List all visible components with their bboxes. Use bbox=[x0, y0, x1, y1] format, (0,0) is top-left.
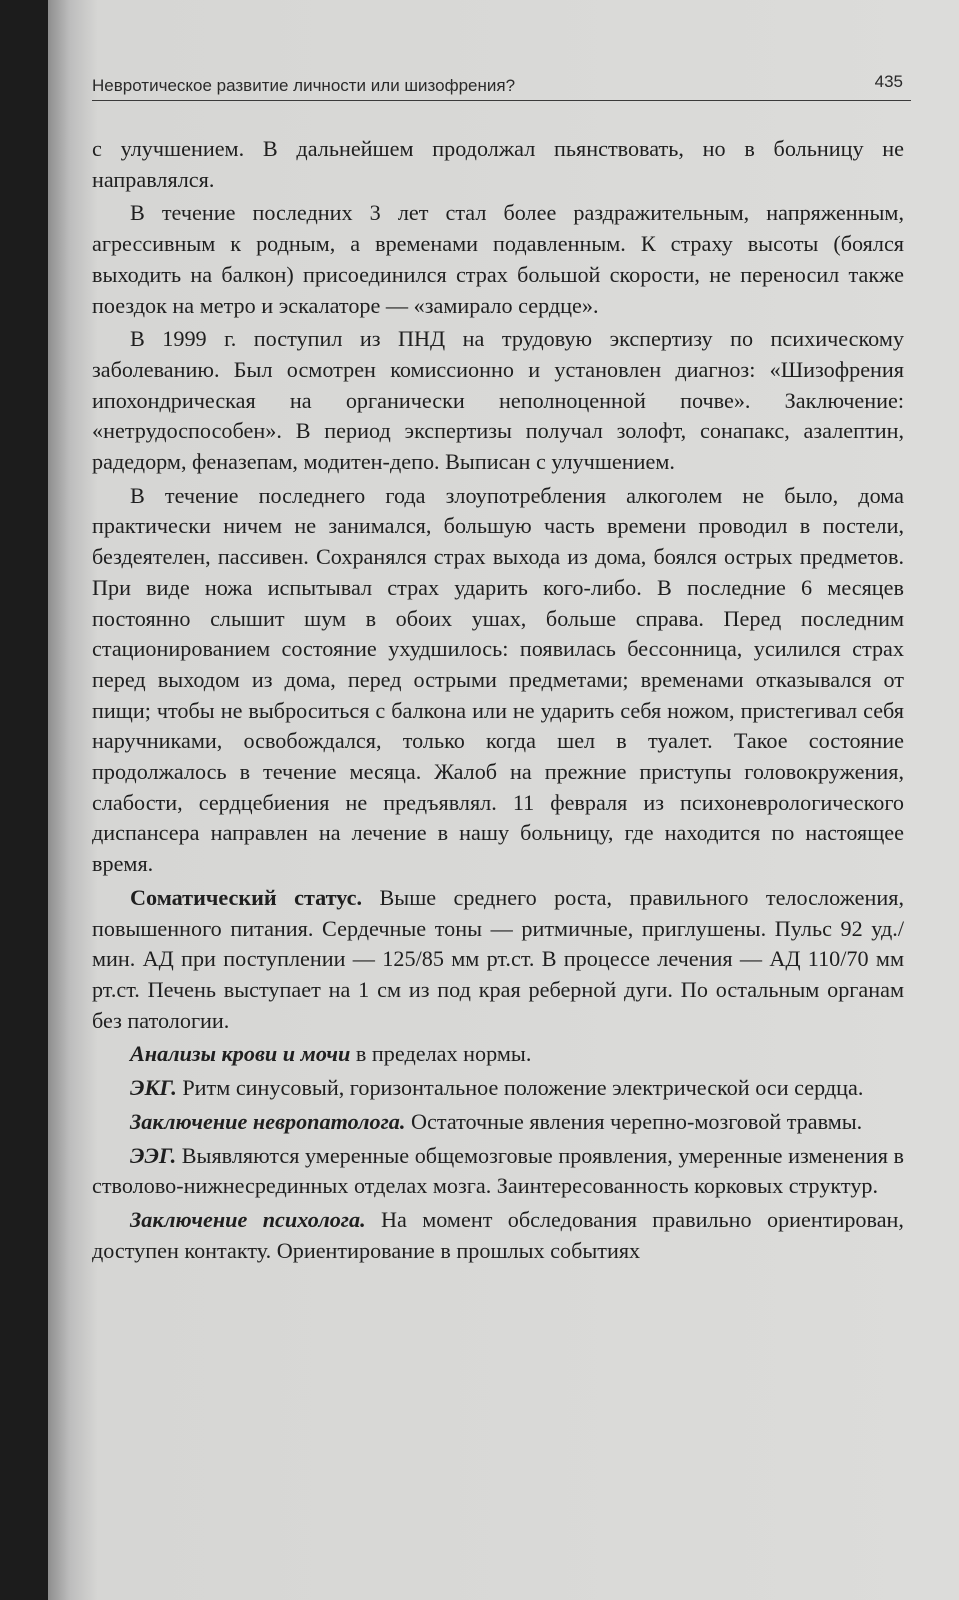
paragraph-1-text: с улучшением. В дальнейшем продолжал пьянствовать, но в больницу не направлялся. bbox=[92, 136, 904, 192]
paragraph-neurologist bbox=[92, 1107, 904, 1138]
paragraph-psychologist bbox=[92, 1205, 904, 1266]
paragraph-2 bbox=[92, 198, 904, 321]
ecg-text: Ритм синусовый, горизонтальное положение электрической оси сердца. bbox=[176, 1075, 864, 1101]
paragraph-ecg bbox=[92, 1073, 904, 1104]
lab-tests-heading: Анализы крови и мочи bbox=[130, 1041, 351, 1067]
paragraph-3 bbox=[92, 324, 904, 478]
paragraph-4 bbox=[92, 481, 904, 880]
ecg-heading: ЭКГ. bbox=[130, 1075, 177, 1101]
paragraph-somatic-status bbox=[92, 883, 904, 1037]
eeg-text: Выявляются умеренные общемозговые проявления, умеренные изменения в стволово-нижнесрединных отделах мозга. Заинтересованность корковых структур. bbox=[92, 1142, 904, 1199]
paragraph-3-text: В 1999 г. поступил из ПНД на трудовую экспертизу по психическому заболеванию. Был осмотрен комиссионно и установлен диагноз: «Шизофрения ипохондрическая на органически неполноценной почве». Заключение: «нетрудоспособен». В период экспертизы получал золофт, сонапакс, азалептин, радедорм, феназепам, модитен-депо. Выписан с улучшением. bbox=[92, 326, 904, 475]
paragraph-1 bbox=[92, 134, 904, 195]
paragraph-eeg bbox=[92, 1141, 904, 1202]
paragraph-2-text: В течение последних 3 лет стал более раздражительным, напряженным, агрессивным к родным, а временами подавленным. К страху высоты (боялся выходить на балкон) присоединился страх большой скорости, не переносил также поездок на метро и эскалаторе — «замирало сердце». bbox=[92, 200, 904, 318]
running-title: Невротическое развитие личности или шизофрения? bbox=[92, 76, 516, 95]
eeg-heading: ЭЭГ. bbox=[130, 1142, 177, 1168]
somatic-status-heading: Соматический статус. bbox=[130, 884, 363, 910]
running-header bbox=[92, 70, 911, 101]
neurologist-text: Остаточные явления черепно-мозговой травмы. bbox=[405, 1108, 863, 1134]
somatic-status-text: Выше среднего роста, правильного телосложения, повышенного питания. Сердечные тоны — ритмичные, приглушены. Пульс 92 уд./мин. АД при поступлении — 125/85 мм рт.ст. В процессе лечения — АД 110/70 мм рт.ст. Печень выступает на 1 см из под края реберной дуги. По остальным органам без патологии. bbox=[92, 884, 904, 1033]
paragraph-lab-tests bbox=[92, 1039, 904, 1070]
paragraph-4-text: В течение последнего года злоупотребления алкоголем не было, дома практически ничем не занимался, большую часть времени проводил в постели, бездеятелен, пассивен. Сохранялся страх выхода из дома, боялся острых предметов. При виде ножа испытывал страх ударить кого-либо. В последние 6 месяцев постоянно слышит шум в обоих ушах, больше справа. Перед последним стационированием состояние ухудшилось: появилась бессонница, усилился страх перед выходом из дома, перед острыми предметами; временами отказывался от пищи; чтобы не выброситься с балкона или не ударить себя ножом, пристегивал себя наручниками, освобождался, только когда шел в туалет. Такое состояние продолжалось в течение месяца. Жалоб на прежние приступы головокружения, слабости, сердцебиения не предъявлял. 11 февраля из психоневрологического диспансера направлен на лечение в нашу больницу, где находится по настоящее время. bbox=[92, 482, 904, 877]
lab-tests-text: в пределах нормы. bbox=[350, 1041, 532, 1067]
page-number: 435 bbox=[874, 72, 903, 91]
psychologist-text: На момент обследования правильно ориентирован, доступен контакту. Ориентирование в прошлых событиях bbox=[92, 1206, 904, 1263]
book-page bbox=[48, 0, 959, 1600]
psychologist-heading: Заключение психолога. bbox=[130, 1206, 366, 1232]
body-text bbox=[92, 134, 904, 1266]
neurologist-heading: Заключение невропатолога. bbox=[130, 1108, 406, 1134]
